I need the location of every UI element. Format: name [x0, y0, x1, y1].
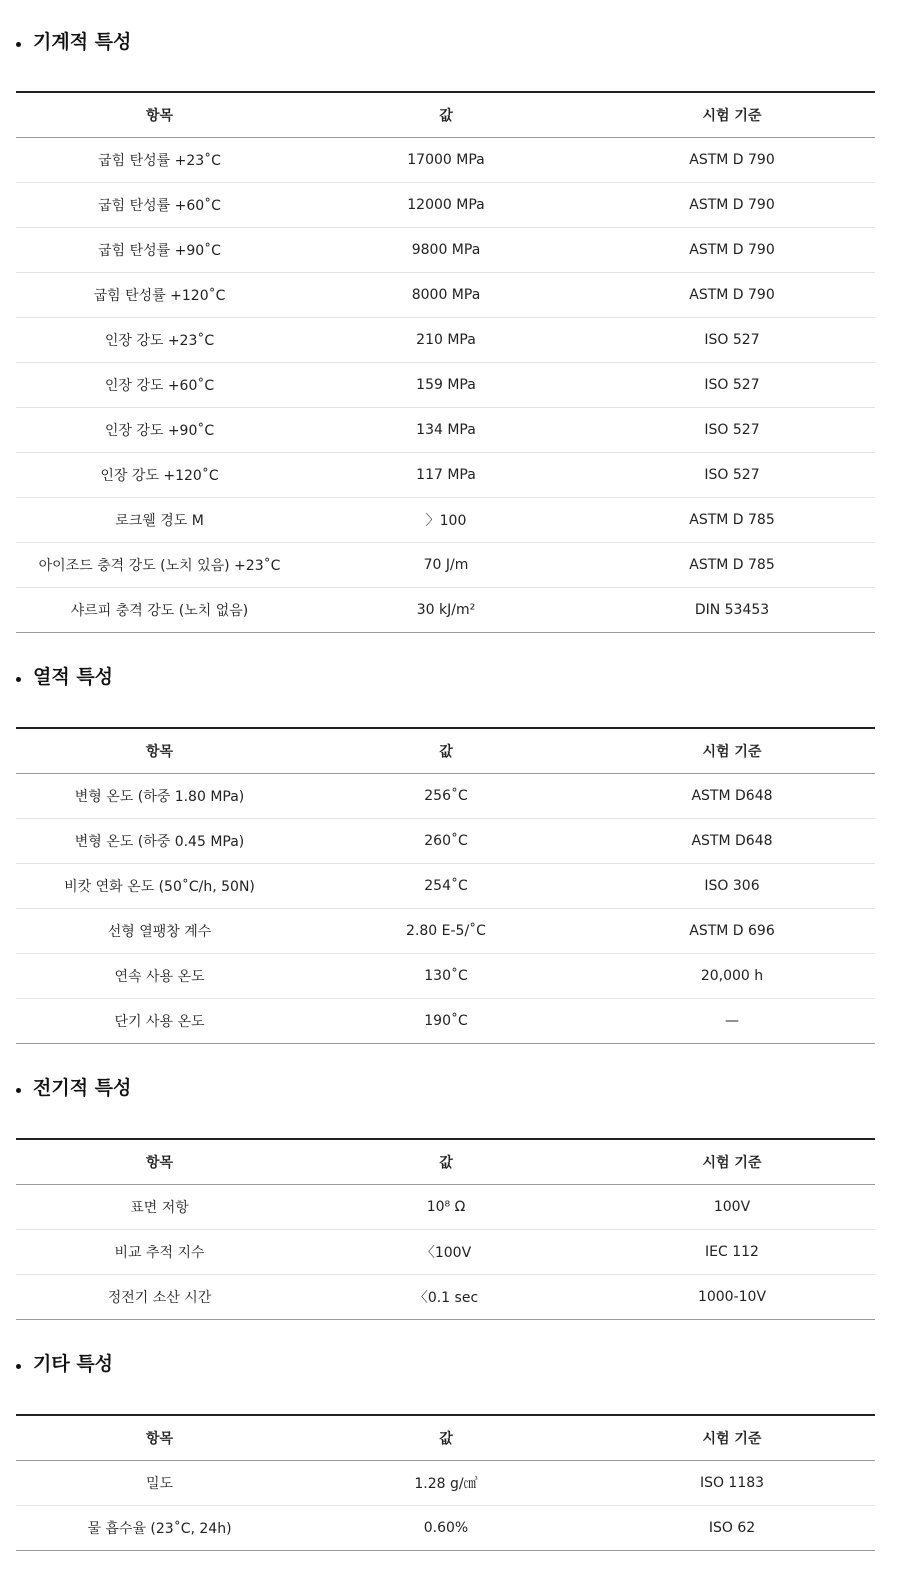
table-row — [16, 318, 875, 363]
cell-standard: ISO 527 — [589, 453, 875, 498]
cell-value: 134 MPa — [303, 408, 589, 453]
thermal-properties-table — [16, 727, 875, 1044]
table-header-row — [16, 1139, 875, 1185]
cell-standard: ASTM D648 — [589, 819, 875, 864]
cell-item: 굽힘 탄성률 +60˚C — [16, 183, 303, 228]
cell-standard: — — [589, 999, 875, 1044]
cell-standard: ISO 527 — [589, 408, 875, 453]
cell-item: 인장 강도 +60˚C — [16, 363, 303, 408]
cell-value: 260˚C — [303, 819, 589, 864]
cell-standard: 1000-10V — [589, 1275, 875, 1320]
header-standard: 시험 기준 — [589, 1139, 875, 1185]
cell-value: 70 J/m — [303, 543, 589, 588]
cell-item: 인장 강도 +90˚C — [16, 408, 303, 453]
cell-item: 굽힘 탄성률 +90˚C — [16, 228, 303, 273]
cell-standard: ISO 306 — [589, 864, 875, 909]
cell-standard: ISO 527 — [589, 318, 875, 363]
cell-item: 변형 온도 (하중 1.80 MPa) — [16, 774, 303, 819]
cell-value: 130˚C — [303, 954, 589, 999]
cell-value: 256˚C — [303, 774, 589, 819]
cell-item: 정전기 소산 시간 — [16, 1275, 303, 1320]
cell-item: 아이조드 충격 강도 (노치 있음) +23˚C — [16, 543, 303, 588]
table-row — [16, 864, 875, 909]
cell-value: 2.80 E-5/˚C — [303, 909, 589, 954]
table-row — [16, 138, 875, 183]
cell-value: 10⁸ Ω — [303, 1185, 589, 1230]
section-title — [16, 1073, 875, 1103]
cell-item: 인장 강도 +120˚C — [16, 453, 303, 498]
section-title-text: 열적 특성 — [33, 666, 114, 688]
section-electrical — [16, 1073, 875, 1306]
table-row — [16, 774, 875, 819]
table-row — [16, 273, 875, 318]
section-title-text: 기계적 특성 — [33, 31, 132, 53]
section-title — [16, 27, 875, 57]
cell-item: 비교 추적 지수 — [16, 1230, 303, 1275]
table-row — [16, 1275, 875, 1320]
cell-standard: 100V — [589, 1185, 875, 1230]
cell-standard: ASTM D 785 — [589, 543, 875, 588]
table-row — [16, 1230, 875, 1275]
cell-value: 117 MPa — [303, 453, 589, 498]
header-value: 값 — [303, 1415, 589, 1461]
bullet-icon — [16, 1088, 21, 1093]
cell-value: 1.28 g/㎤ — [303, 1461, 589, 1506]
cell-value: 0.60% — [303, 1506, 589, 1551]
bullet-icon — [16, 42, 21, 47]
section-other — [16, 1349, 875, 1537]
cell-standard: ISO 1183 — [589, 1461, 875, 1506]
cell-standard: IEC 112 — [589, 1230, 875, 1275]
cell-value: 254˚C — [303, 864, 589, 909]
section-mechanical — [16, 27, 875, 619]
cell-item: 밀도 — [16, 1461, 303, 1506]
header-item: 항목 — [16, 728, 303, 774]
section-title-text: 전기적 특성 — [33, 1077, 132, 1099]
other-properties-table — [16, 1414, 875, 1551]
cell-value: 12000 MPa — [303, 183, 589, 228]
table-header-row — [16, 1415, 875, 1461]
table-row — [16, 228, 875, 273]
mechanical-properties-table — [16, 91, 875, 633]
cell-item: 샤르피 충격 강도 (노치 없음) — [16, 588, 303, 633]
table-row — [16, 1506, 875, 1551]
section-thermal — [16, 662, 875, 1030]
cell-item: 물 흡수율 (23˚C, 24h) — [16, 1506, 303, 1551]
cell-value: 30 kJ/m² — [303, 588, 589, 633]
cell-value: 〈0.1 sec — [303, 1275, 589, 1320]
cell-standard: ASTM D 790 — [589, 183, 875, 228]
table-row — [16, 408, 875, 453]
header-item: 항목 — [16, 1415, 303, 1461]
section-title — [16, 662, 875, 692]
cell-value: 〉100 — [303, 498, 589, 543]
cell-item: 굽힘 탄성률 +23˚C — [16, 138, 303, 183]
cell-standard: ASTM D 785 — [589, 498, 875, 543]
cell-value: 〈100V — [303, 1230, 589, 1275]
cell-standard: ASTM D648 — [589, 774, 875, 819]
table-row — [16, 183, 875, 228]
cell-item: 로크웰 경도 M — [16, 498, 303, 543]
cell-standard: ISO 62 — [589, 1506, 875, 1551]
header-value: 값 — [303, 728, 589, 774]
table-row — [16, 363, 875, 408]
cell-item: 선형 열팽창 계수 — [16, 909, 303, 954]
cell-item: 비캇 연화 온도 (50˚C/h, 50N) — [16, 864, 303, 909]
header-value: 값 — [303, 1139, 589, 1185]
table-row — [16, 453, 875, 498]
cell-item: 변형 온도 (하중 0.45 MPa) — [16, 819, 303, 864]
table-row — [16, 999, 875, 1044]
table-row — [16, 1185, 875, 1230]
cell-value: 190˚C — [303, 999, 589, 1044]
table-row — [16, 1461, 875, 1506]
cell-standard: ASTM D 790 — [589, 138, 875, 183]
header-item: 항목 — [16, 1139, 303, 1185]
cell-standard: 20,000 h — [589, 954, 875, 999]
cell-standard: DIN 53453 — [589, 588, 875, 633]
header-standard: 시험 기준 — [589, 1415, 875, 1461]
section-title — [16, 1349, 875, 1379]
section-title-text: 기타 특성 — [33, 1353, 114, 1375]
table-row — [16, 909, 875, 954]
cell-value: 159 MPa — [303, 363, 589, 408]
bullet-icon — [16, 677, 21, 682]
header-standard: 시험 기준 — [589, 728, 875, 774]
cell-standard: ASTM D 790 — [589, 228, 875, 273]
cell-value: 9800 MPa — [303, 228, 589, 273]
cell-value: 8000 MPa — [303, 273, 589, 318]
cell-value: 210 MPa — [303, 318, 589, 363]
bullet-icon — [16, 1364, 21, 1369]
table-row — [16, 954, 875, 999]
table-header-row — [16, 728, 875, 774]
table-row — [16, 588, 875, 633]
table-row — [16, 543, 875, 588]
cell-standard: ASTM D 696 — [589, 909, 875, 954]
cell-standard: ISO 527 — [589, 363, 875, 408]
header-standard: 시험 기준 — [589, 92, 875, 138]
cell-item: 단기 사용 온도 — [16, 999, 303, 1044]
header-item: 항목 — [16, 92, 303, 138]
header-value: 값 — [303, 92, 589, 138]
cell-value: 17000 MPa — [303, 138, 589, 183]
cell-standard: ASTM D 790 — [589, 273, 875, 318]
electrical-properties-table — [16, 1138, 875, 1320]
table-row — [16, 819, 875, 864]
table-header-row — [16, 92, 875, 138]
cell-item: 연속 사용 온도 — [16, 954, 303, 999]
table-row — [16, 498, 875, 543]
cell-item: 인장 강도 +23˚C — [16, 318, 303, 363]
cell-item: 표면 저항 — [16, 1185, 303, 1230]
cell-item: 굽힘 탄성률 +120˚C — [16, 273, 303, 318]
